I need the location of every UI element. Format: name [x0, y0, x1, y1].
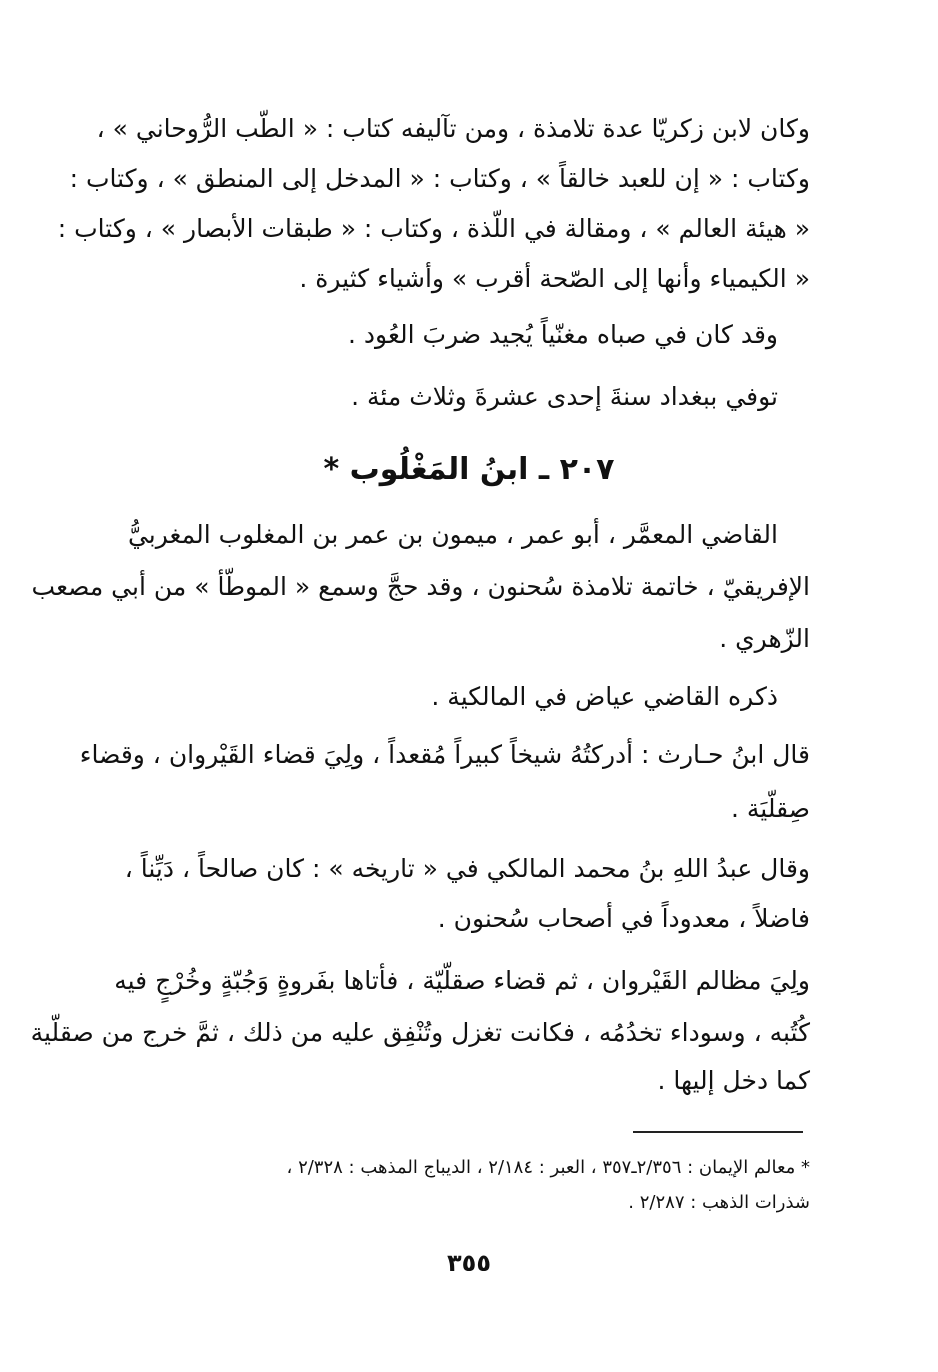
- paragraph-line: صِقلّيَة .: [731, 794, 810, 823]
- footnote-line: شذرات الذهب : ٢/٢٨٧ .: [628, 1192, 810, 1213]
- paragraph-line: كُتُبه ، وسوداء تخدُمُه ، فكانت تغزل وتُنْفِق عليه من ذلك ، ثمَّ خرج من صقلّية: [30, 1018, 810, 1047]
- paragraph-line: وقال عبدُ اللهِ بنُ محمد المالكي في « تاريخه » : كان صالحاً ، دَيِّناً ،: [124, 854, 810, 883]
- paragraph-line: قال ابنُ حـارث : أدركتُهُ شيخاً كبيراً مُقعداً ، ولِيَ قضاء القَيْروان ، وقضاء: [79, 740, 810, 769]
- paragraph-line: توفي ببغداد سنةَ إحدى عشرةَ وثلاث مئة .: [351, 382, 778, 411]
- footnote-separator: [633, 1131, 803, 1133]
- paragraph-line: وكان لابن زكريّا عدة تلامذة ، ومن تآليفه كتاب : « الطّب الرُّوحاني » ،: [96, 114, 810, 143]
- paragraph-line: « الكيمياء وأنها إلى الصّحة أقرب » وأشياء كثيرة .: [299, 264, 810, 293]
- paragraph-line: « هيئة العالم » ، ومقالة في اللّذة ، وكتاب : « طبقات الأبصار » ، وكتاب :: [57, 214, 810, 243]
- footnote-line: * معالم الإيمان : ٢/٣٥٦ـ٣٥٧ ، العبر : ٢/١٨٤ ، الديباج المذهب : ٢/٣٢٨ ،: [286, 1157, 810, 1178]
- paragraph-line: القاضي المعمَّر ، أبو عمر ، ميمون بن عمر بن المغلوب المغربيُّ: [127, 520, 778, 549]
- paragraph-line: فاضلاً ، معدوداً في أصحاب سُحنون .: [437, 904, 810, 933]
- paragraph-line: ذكره القاضي عياض في المالكية .: [431, 682, 778, 711]
- page-number: ٣٥٥: [447, 1249, 491, 1277]
- paragraph-line: وقد كان في صباه مغنّياً يُجيد ضربَ العُود .: [348, 320, 778, 349]
- paragraph-line: ولِيَ مظالم القَيْروان ، ثم قضاء صقلّيّة ، فأتاها بفَروةٍ وَجُبّةٍ وخُرْجٍ فيه: [114, 966, 810, 995]
- section-heading: ٢٠٧ ـ ابنُ المَغْلُوب *: [323, 452, 615, 487]
- paragraph-line: كما دخل إليها .: [657, 1066, 810, 1095]
- paragraph-line: الزّهري .: [719, 624, 810, 653]
- paragraph-line: وكتاب : « إن للعبد خالقاً » ، وكتاب : « المدخل إلى المنطق » ، وكتاب :: [69, 164, 810, 193]
- paragraph-line: الإفريقيّ ، خاتمة تلامذة سُحنون ، وقد حجَّ وسمع « الموطّأ » من أبي مصعب: [31, 572, 810, 601]
